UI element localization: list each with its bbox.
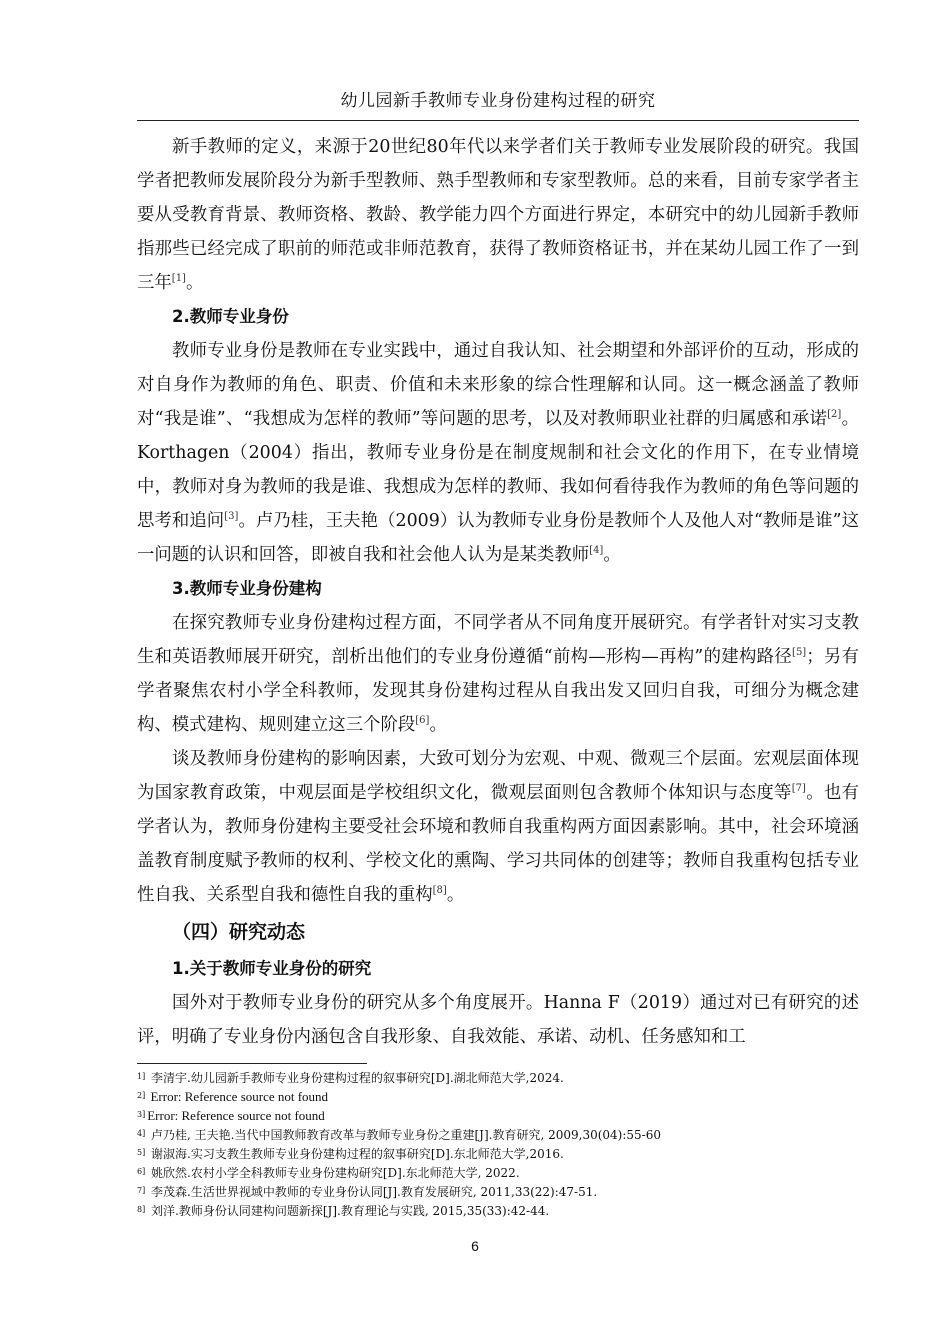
footnote-7: $^{7]}$ 李茂森.生活世界视域中教师的专业身份认同[J].教育发展研究, 2011,33(22):47-51. [137,1185,598,1199]
citation-1[interactable]: [1] [171,273,186,284]
citation-5[interactable]: [5] [792,647,807,658]
page-number: 6 [471,1238,479,1254]
footnote-5: $^{5]}$ 谢淑海.实习支教生教师专业身份建构过程的叙事研究[D].东北师范大学,2016. [137,1147,564,1161]
section-heading-3: 3.教师专业身份建构 [172,579,322,598]
paragraph-novice-teacher-definition: 新手教师的定义，来源于20世纪80年代以来学者们关于教师专业发展阶段的研究。我国学者把教师发展阶段分为新手型教师、熟手型教师和专家型教师。总的来看，目前专家学者主要从受教育背景、教师资格、教龄、教学能力四个方面进行界定，本研究中的幼儿园新手教师指那些已经完成了职前的师范或非师范教育，获得了教师资格证书，并在某幼儿园工作了一到三年[1]。 [137,137,859,293]
citation-2[interactable]: [2] [827,409,842,420]
citation-8[interactable]: [8] [432,885,447,896]
paragraph-professional-identity: 教师专业身份是教师在专业实践中，通过自我认知、社会期望和外部评价的互动，形成的对自身作为教师的角色、职责、价值和未来形象的综合性理解和认同。这一概念涵盖了教师对“我是谁”、“我想成为怎样的教师”等问题的思考，以及对教师职业社群的归属感和承诺[2]。Korthagen（2004）指出，教师专业身份是在制度规制和社会文化的作用下，在专业情境中，教师对身为教师的我是谁、我想成为怎样的教师、我如何看待我作为教师的角色等问题的思考和追问[3]。卢乃桂，王夫艳（2009）认为教师专业身份是教师个人及他人对“教师是谁”这一问题的认识和回答，即被自我和社会他人认为是某类教师[4]。 [137,341,859,565]
footnotes [137,1068,859,1220]
paragraph-identity-construction: 在探究教师专业身份建构过程方面，不同学者从不同角度开展研究。有学者针对实习支教生和英语教师展开研究，剖析出他们的专业身份遵循“前构—形构—再构”的建构路径[5]；另有学者聚焦农村小学全科教师，发现其身份建构过程从自我出发又回归自我，可细分为概念建构、模式建构、规则建立这三个阶段[6]。 [137,613,859,735]
running-header: 幼儿园新手教师专业身份建构过程的研究 [340,91,656,111]
section-heading-research-trends: （四）研究动态 [172,921,306,943]
citation-4[interactable]: [4] [589,545,604,556]
footnote-divider [137,1063,367,1064]
section-heading-1: 1.关于教师专业身份的研究 [172,959,372,978]
section-heading-2: 2.教师专业身份 [172,307,289,326]
footnote-8: $^{8]}$ 刘洋.教师身份认同建构问题新探[J].教育理论与实践, 2015,35(33):42-44. [137,1204,550,1218]
paragraph-foreign-research: 国外对于教师专业身份的研究从多个角度展开。Hanna F（2019）通过对已有研究的述评，明确了专业身份内涵包含自我形象、自我效能、承诺、动机、任务感知和工 [137,993,859,1047]
header-divider [137,120,859,121]
footnote-6: $^{6]}$ 姚欣然.农村小学全科教师专业身份建构研究[D].东北师范大学, 2022. [137,1166,520,1180]
footnote-4: $^{4]}$ 卢乃桂, 王夫艳.当代中国教师教育改革与教师专业身份之重建[J].教育研究, 2009,30(04):55-60 [137,1128,661,1142]
paragraph-influencing-factors: 谈及教师身份建构的影响因素，大致可划分为宏观、中观、微观三个层面。宏观层面体现为国家教育政策，中观层面是学校组织文化，微观层面则包含教师个体知识与态度等[7]。也有学者认为，教师身份建构主要受社会环境和教师自我重构两方面因素影响。其中，社会环境涵盖教育制度赋予教师的权利、学校文化的熏陶、学习共同体的创建等；教师自我重构包括专业性自我、关系型自我和德性自我的重构[8]。 [137,749,859,905]
citation-6[interactable]: [6] [415,715,430,726]
footnote-1: $^{1]}$ 李清宇.幼儿园新手教师专业身份建构过程的叙事研究[D].湖北师范大学,2024. [137,1071,564,1085]
footnote-2: $^{2]}$ Error: Reference source not found [137,1089,329,1104]
citation-7[interactable]: [7] [791,783,806,794]
citation-3[interactable]: [3] [224,511,239,522]
body-text [137,130,859,1054]
footnote-3: $^{3]}$ Error: Reference source not found [137,1108,325,1123]
